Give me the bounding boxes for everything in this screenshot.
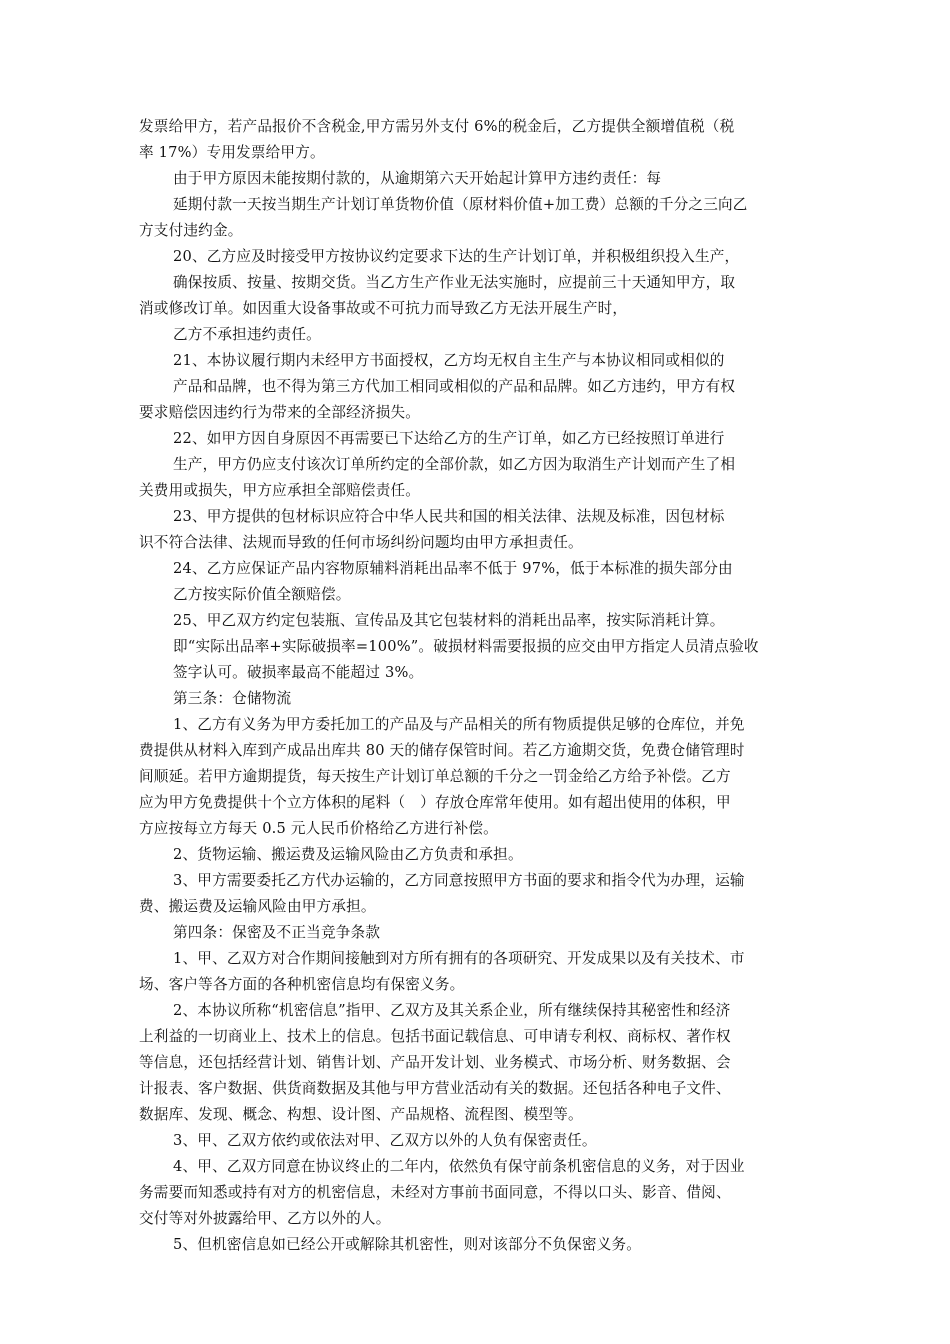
text-line: 交付等对外披露给甲、乙方以外的人。 bbox=[139, 1210, 391, 1227]
text-line: 5、但机密信息如已经公开或解除其机密性，则对该部分不负保密义务。 bbox=[173, 1236, 642, 1253]
text-line: 4、甲、乙双方同意在协议终止的二年内，依然负有保守前条机密信息的义务，对于因业 bbox=[173, 1158, 745, 1175]
text-line: 数据库、发现、概念、构想、设计图、产品规格、流程图、模型等。 bbox=[139, 1106, 583, 1123]
text-line: 场、客户等各方面的各种机密信息均有保密义务。 bbox=[139, 976, 465, 993]
text-line: 务需要而知悉或持有对方的机密信息，未经对方事前书面同意，不得以口头、影音、借阅、 bbox=[139, 1184, 731, 1201]
text-line: 乙方不承担违约责任。 bbox=[173, 326, 321, 343]
text-line: 21、本协议履行期内未经甲方书面授权，乙方均无权自主生产与本协议相同或相似的 bbox=[173, 352, 725, 369]
text-line: 产品和品牌，也不得为第三方代加工相同或相似的产品和品牌。如乙方违约，甲方有权 bbox=[173, 378, 736, 395]
section-heading: 第四条：保密及不正当竞争条款 bbox=[173, 924, 381, 941]
text-line: 要求赔偿因违约行为带来的全部经济损失。 bbox=[139, 404, 421, 421]
text-line: 20、乙方应及时接受甲方按协议约定要求下达的生产计划订单，并积极组织投入生产， bbox=[173, 248, 740, 265]
text-line: 25、甲乙双方约定包装瓶、宣传品及其它包装材料的消耗出品率，按实际消耗计算。 bbox=[173, 612, 725, 629]
text-line: 费提供从材料入库到产成品出库共 80 天的储存保管时间。若乙方逾期交货，免费仓储管理时 bbox=[139, 742, 745, 759]
text-line: 消或修改订单。如因重大设备事故或不可抗力而导致乙方无法开展生产时， bbox=[139, 300, 628, 317]
text-line: 2、货物运输、搬运费及运输风险由乙方负责和承担。 bbox=[173, 846, 523, 863]
text-line: 关费用或损失，甲方应承担全部赔偿责任。 bbox=[139, 482, 421, 499]
text-line: 3、甲、乙双方依约或依法对甲、乙双方以外的人负有保密责任。 bbox=[173, 1132, 597, 1149]
text-line: 等信息，还包括经营计划、销售计划、产品开发计划、业务模式、市场分析、财务数据、会 bbox=[139, 1054, 731, 1071]
text-line: 率 17%）专用发票给甲方。 bbox=[139, 144, 325, 161]
text-line: 间顺延。若甲方逾期提货，每天按生产计划订单总额的千分之一罚金给乙方给予补偿。乙方 bbox=[139, 768, 731, 785]
text-line: 22、如甲方因自身原因不再需要已下达给乙方的生产订单，如乙方已经按照订单进行 bbox=[173, 430, 725, 447]
text-line: 1、甲、乙双方对合作期间接触到对方所有拥有的各项研究、开发成果以及有关技术、市 bbox=[173, 950, 745, 967]
text-line: 确保按质、按量、按期交货。当乙方生产作业无法实施时，应提前三十天通知甲方，取 bbox=[173, 274, 736, 291]
text-line: 签字认可。破损率最高不能超过 3%。 bbox=[173, 664, 424, 681]
text-line: 识不符合法律、法规而导致的任何市场纠纷问题均由甲方承担责任。 bbox=[139, 534, 583, 551]
text-line: 由于甲方原因未能按期付款的，从逾期第六天开始起计算甲方违约责任：每 bbox=[173, 170, 662, 187]
text-line: 23、甲方提供的包材标识应符合中华人民共和国的相关法律、法规及标准，因包材标 bbox=[173, 508, 725, 525]
text-line: 方支付违约金。 bbox=[139, 222, 243, 239]
text-line: 方应按每立方每天 0.5 元人民币价格给乙方进行补偿。 bbox=[139, 820, 498, 837]
text-line: 乙方按实际价值全额赔偿。 bbox=[173, 586, 351, 603]
text-line: 应为甲方免费提供十个立方体积的尾料（ ）存放仓库常年使用。如有超出使用的体积，甲 bbox=[139, 794, 731, 811]
text-line: 生产，甲方仍应支付该次订单所约定的全部价款，如乙方因为取消生产计划而产生了相 bbox=[173, 456, 736, 473]
text-line: 3、甲方需要委托乙方代办运输的，乙方同意按照甲方书面的要求和指令代为办理，运输 bbox=[173, 872, 745, 889]
text-line: 即“实际出品率+实际破损率=100%”。破损材料需要报损的应交由甲方指定人员清点验收 bbox=[173, 638, 759, 655]
text-line: 发票给甲方，若产品报价不含税金,甲方需另外支付 6%的税金后，乙方提供全额增值税（税 bbox=[139, 118, 735, 135]
text-line: 1、乙方有义务为甲方委托加工的产品及与产品相关的所有物质提供足够的仓库位，并免 bbox=[173, 716, 745, 733]
text-line: 延期付款一天按当期生产计划订单货物价值（原材料价值+加工费）总额的千分之三向乙 bbox=[173, 196, 748, 213]
section-heading: 第三条：仓储物流 bbox=[173, 690, 292, 707]
text-line: 24、乙方应保证产品内容物原辅料消耗出品率不低于 97%，低于本标准的损失部分由 bbox=[173, 560, 733, 577]
text-line: 上利益的一切商业上、技术上的信息。包括书面记载信息、可申请专利权、商标权、著作权 bbox=[139, 1028, 731, 1045]
text-line: 费、搬运费及运输风险由甲方承担。 bbox=[139, 898, 376, 915]
text-line: 2、本协议所称“机密信息”指甲、乙双方及其关系企业，所有继续保持其秘密性和经济 bbox=[173, 1002, 731, 1019]
text-line: 计报表、客户数据、供货商数据及其他与甲方营业活动有关的数据。还包括各种电子文件、 bbox=[139, 1080, 731, 1097]
